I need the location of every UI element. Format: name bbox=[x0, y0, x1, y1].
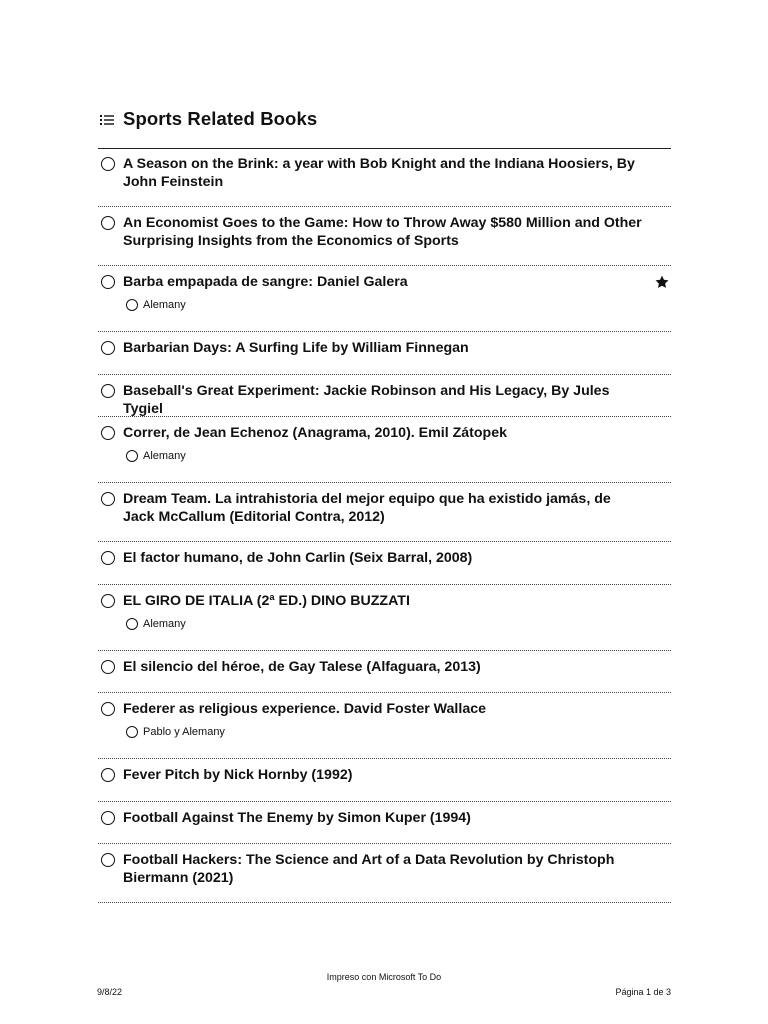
task-title: A Season on the Brink: a year with Bob Knight and the Indiana Hoosiers, By John Feinstein bbox=[123, 156, 635, 190]
task-title: Baseball's Great Experiment: Jackie Robinson and His Legacy, By Jules Tygiel bbox=[123, 382, 610, 417]
task-item[interactable] bbox=[98, 693, 671, 759]
task-title: El silencio del héroe, de Gay Talese (Alfaguara, 2013) bbox=[123, 658, 481, 675]
task-item[interactable] bbox=[98, 585, 671, 651]
task-title: Football Hackers: The Science and Art of a Data Revolution by Christoph Biermann (2021) bbox=[123, 852, 615, 886]
task-item[interactable] bbox=[98, 483, 671, 542]
subtask-checkbox[interactable] bbox=[126, 726, 138, 738]
task-checkbox[interactable] bbox=[101, 275, 115, 289]
subtask-label: Pablo y Alemany bbox=[143, 726, 225, 738]
footer-printed-with: Impreso con Microsoft To Do bbox=[326, 972, 442, 982]
task-item[interactable] bbox=[98, 802, 671, 845]
task-item[interactable] bbox=[98, 417, 671, 483]
subtask-checkbox[interactable] bbox=[126, 450, 138, 462]
task-item[interactable] bbox=[98, 844, 671, 903]
task-title: Barbarian Days: A Surfing Life by William Finnegan bbox=[123, 340, 469, 356]
task-item[interactable] bbox=[98, 148, 671, 207]
task-title: Football Against The Enemy by Simon Kuper (1994) bbox=[123, 809, 471, 826]
task-item[interactable] bbox=[98, 375, 671, 418]
task-list bbox=[98, 148, 671, 903]
task-checkbox[interactable] bbox=[101, 811, 115, 825]
task-checkbox[interactable] bbox=[101, 853, 115, 867]
list-header bbox=[98, 108, 671, 149]
task-checkbox[interactable] bbox=[101, 384, 115, 398]
task-item[interactable] bbox=[98, 759, 671, 802]
task-title: EL GIRO DE ITALIA (2ª ED.) DINO BUZZATI bbox=[123, 592, 410, 609]
subtask-label: Alemany bbox=[143, 450, 186, 462]
task-checkbox[interactable] bbox=[101, 492, 115, 506]
task-title: An Economist Goes to the Game: How to Throw Away $580 Million and Other Surprising Insights from the Economics of Sports bbox=[123, 215, 642, 249]
task-checkbox[interactable] bbox=[101, 216, 115, 230]
task-checkbox[interactable] bbox=[101, 426, 115, 440]
task-checkbox[interactable] bbox=[101, 594, 115, 608]
task-title: Dream Team. La intrahistoria del mejor equipo que ha existido jamás, de Jack McCallum (Editorial Contra, 2012) bbox=[123, 491, 611, 525]
list-icon bbox=[100, 114, 114, 126]
subtask-checkbox[interactable] bbox=[126, 299, 138, 311]
footer-page-number: Página 1 de 3 bbox=[615, 987, 671, 997]
task-checkbox[interactable] bbox=[101, 702, 115, 716]
task-item[interactable] bbox=[98, 542, 671, 585]
task-title: El factor humano, de John Carlin (Seix Barral, 2008) bbox=[123, 550, 473, 566]
task-item[interactable] bbox=[98, 332, 671, 375]
task-title: Barba empapada de sangre: Daniel Galera bbox=[123, 274, 408, 290]
list-title: Sports Related Books bbox=[123, 108, 318, 129]
task-checkbox[interactable] bbox=[101, 341, 115, 355]
task-title: Fever Pitch by Nick Hornby (1992) bbox=[123, 767, 353, 783]
subtask-label: Alemany bbox=[143, 299, 186, 311]
task-checkbox[interactable] bbox=[101, 768, 115, 782]
task-checkbox[interactable] bbox=[101, 660, 115, 674]
star-icon[interactable] bbox=[654, 274, 670, 290]
footer-date: 9/8/22 bbox=[97, 987, 123, 997]
task-item[interactable] bbox=[98, 266, 671, 332]
task-checkbox[interactable] bbox=[101, 551, 115, 565]
task-title: Correr, de Jean Echenoz (Anagrama, 2010). Emil Zátopek bbox=[123, 425, 507, 441]
subtask-label: Alemany bbox=[143, 617, 186, 630]
task-item[interactable] bbox=[98, 651, 671, 694]
task-checkbox[interactable] bbox=[101, 157, 115, 171]
task-item[interactable] bbox=[98, 207, 671, 266]
subtask-checkbox[interactable] bbox=[126, 618, 138, 630]
task-title: Federer as religious experience. David Foster Wallace bbox=[123, 701, 486, 717]
